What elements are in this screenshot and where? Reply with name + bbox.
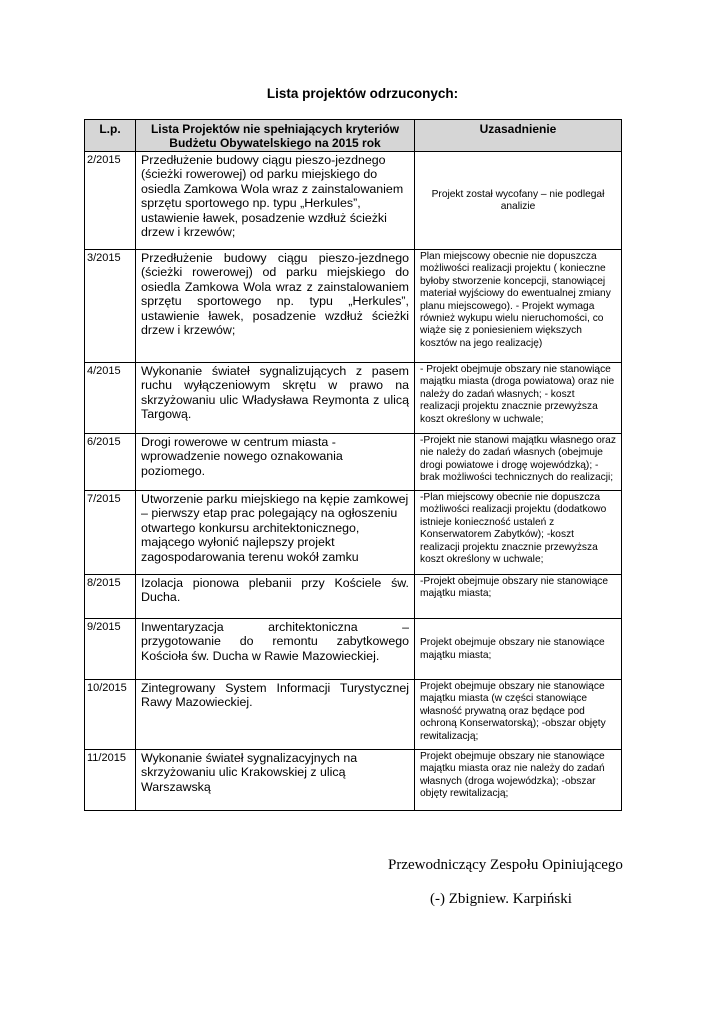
table-row <box>85 434 622 491</box>
row-reason: Projekt obejmuje obszary nie stanowiące majątku miasta oraz nie należy do zadań własnych (droga wojewódzka); -obszar objęty rewitalizacją; <box>415 750 622 811</box>
row-name: Izolacja pionowa plebanii przy Kościele św. Ducha. <box>136 575 415 619</box>
row-reason: Projekt obejmuje obszary nie stanowiące majątku miasta (w części stanowiące własność prywatną oraz będące pod ochroną Konserwatorską); -obszar objęty rewitalizacją; <box>415 680 622 750</box>
table-row <box>85 750 622 811</box>
row-reason: - Projekt obejmuje obszary nie stanowiące majątku miasta (droga powiatowa) oraz nie należy do zadań własnych; - koszt realizacji projektu znacznie przewyższa koszt określony w uchwale; <box>415 363 622 434</box>
table-row <box>85 152 622 250</box>
row-name: Wykonanie świateł sygnalizacyjnych na skrzyżowaniu ulic Krakowskiej z ulicą Warszawską <box>136 750 415 811</box>
row-reason: Projekt obejmuje obszary nie stanowiące majątku miasta; <box>415 619 622 680</box>
header-lp: L.p. <box>85 120 136 152</box>
table-row <box>85 619 622 680</box>
row-lp: 10/2015 <box>85 680 136 750</box>
row-name: Przedłużenie budowy ciągu pieszo-jezdnego (ścieżki rowerowej) od parku miejskiego do osiedla Zamkowa Wola wraz z zainstalowaniem sprzętu sportowego np. typu „Herkules”, ustawienie ławek, posadzenie wzdłuż ścieżki drzew i krzewów; <box>136 152 415 250</box>
row-lp: 9/2015 <box>85 619 136 680</box>
signature-role: Przewodniczący Zespołu Opiniującego <box>388 857 623 873</box>
row-reason: Projekt został wycofany – nie podlegał analizie <box>415 152 622 250</box>
row-lp: 8/2015 <box>85 575 136 619</box>
table-row <box>85 575 622 619</box>
row-lp: 6/2015 <box>85 434 136 491</box>
row-name: Zintegrowany System Informacji Turystycznej Rawy Mazowieckiej. <box>136 680 415 750</box>
row-reason: -Projekt nie stanowi majątku własnego oraz nie należy do zadań własnych (obejmuje drogi powiatowe i drogę wojewódzką); -brak możliwości technicznych do realizacji; <box>415 434 622 491</box>
row-lp: 2/2015 <box>85 152 136 250</box>
row-lp: 3/2015 <box>85 250 136 363</box>
row-lp: 4/2015 <box>85 363 136 434</box>
signature-name: (-) Zbigniew. Karpiński <box>430 891 572 907</box>
row-name: Przedłużenie budowy ciągu pieszo-jezdnego (ścieżki rowerowej) od parku miejskiego do osiedla Zamkowa Wola wraz z zainstalowaniem sprzętu sportowego np. typu „Herkules”, ustawienie ławek, posadzenie wzdłuż ścieżki drzew i krzewów; <box>136 250 415 363</box>
header-name: Lista Projektów nie spełniających kryteriów Budżetu Obywatelskiego na 2015 rok <box>136 120 415 152</box>
row-lp: 11/2015 <box>85 750 136 811</box>
table-header-row <box>85 120 622 152</box>
projects-table <box>84 119 622 811</box>
row-reason: -Projekt obejmuje obszary nie stanowiące majątku miasta; <box>415 575 622 619</box>
row-reason: -Plan miejscowy obecnie nie dopuszcza możliwości realizacji projektu (dodatkowo istnieje konieczność ustaleń z Konserwatorem Zabytków); -koszt realizacji projektu znacznie przewyższa koszt określony w uchwale; <box>415 491 622 575</box>
table-row <box>85 680 622 750</box>
row-reason: Plan miejscowy obecnie nie dopuszcza możliwości realizacji projektu ( konieczne byłoby stworzenie koncepcji, stanowiącej materiał wyjściowy do ewentualnej zmiany planu miejscowego). - Projekt wymaga również wykupu wielu nieruchomości, co wiąże się z poniesieniem większych kosztów na jego realizację) <box>415 250 622 363</box>
row-name: Wykonanie świateł sygnalizujących z pasem ruchu wyłączeniowym skrętu w prawo na skrzyżowaniu ulic Władysława Reymonta z ulicą Targową. <box>136 363 415 434</box>
table-row <box>85 250 622 363</box>
row-name: Drogi rowerowe w centrum miasta - wprowadzenie nowego oznakowania poziomego. <box>136 434 415 491</box>
row-lp: 7/2015 <box>85 491 136 575</box>
table-row <box>85 491 622 575</box>
table-row <box>85 363 622 434</box>
header-reason: Uzasadnienie <box>415 120 622 152</box>
row-name: Inwentaryzacja architektoniczna – przygotowanie do remontu zabytkowego Kościoła św. Ducha w Rawie Mazowieckiej. <box>136 619 415 680</box>
page-title: Lista projektów odrzuconych: <box>266 86 459 101</box>
row-name: Utworzenie parku miejskiego na kępie zamkowej – pierwszy etap prac polegający na ogłoszeniu otwartego konkursu architektonicznego, mającego wyłonić najlepszy projekt zagospodarowania terenu wokół zamku <box>136 491 415 575</box>
